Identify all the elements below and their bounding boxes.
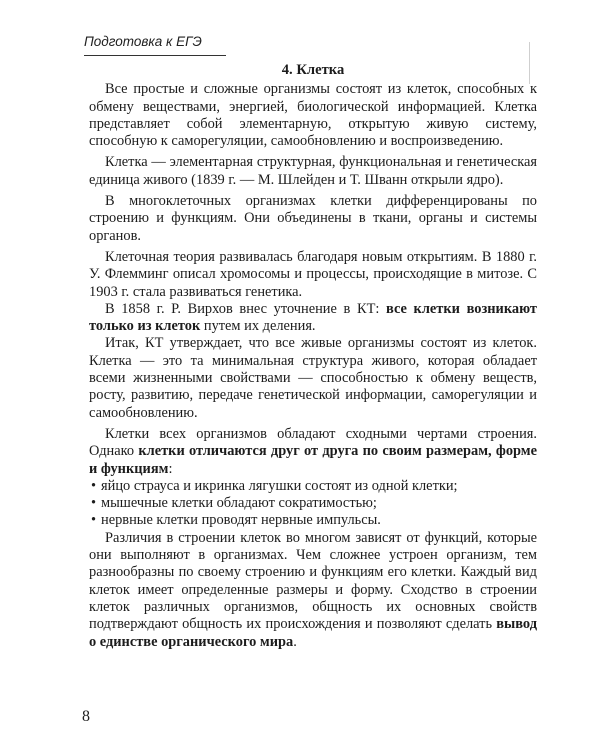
paragraph-differences	[89, 426, 537, 478]
header-rule	[84, 55, 226, 56]
paragraph-conclusion-bold: вывод о единстве органического мира	[89, 616, 537, 650]
paragraph-virchow-bold: все клетки возникают только из клеток	[89, 300, 537, 335]
paragraph-summary: Итак, КТ утверждает, что все живые организмы состоят из клеток. Клетка — это та минимальная структура живого, которая обладает всеми жизненными свойствами — способностью к обмену веществ, росту, развитию, передаче генетической информации, саморегуляции и самообновлению.	[89, 335, 537, 421]
paragraph-virchow-end: путем их деления.	[200, 318, 316, 335]
examples-list	[89, 478, 537, 530]
paragraph-differences-bold: клетки отличаются друг от друга по своим размерам, форме и функциям	[89, 443, 537, 477]
paragraph-conclusion-start: Различия в строении клеток во многом зависят от функций, которые они выполняют в организмах. Чем сложнее устроен организм, тем разнообразны по своему строению и функциям его клетки. Каждый вид клеток имеет определенные размеры и форму. Сходство в строении клеток различных организмов, общность их основных свойств подтверждают общность их происхождения и позволяют сделать	[89, 529, 537, 633]
paragraph-differences-end: :	[168, 460, 173, 477]
paragraph-virchow	[89, 301, 537, 336]
list-item: • нервные клетки проводят нервные импульсы.	[89, 512, 537, 529]
page-number: 8	[82, 708, 90, 725]
paragraph-differences-start: Клетки всех организмов обладают сходными чертами строения. Однако	[89, 425, 537, 460]
paragraph-cell-unit: Клетка — элементарная структурная, функциональная и генетическая единица живого (1839 г. — М. Шлейден и Т. Шванн открыли ядро).	[89, 154, 537, 188]
paragraph-cell-definition: Все простые и сложные организмы состоят из клеток, способных к обмену веществами, энергией, биологической информацией. Клетка представляет собой элементарную, открытую живую систему, способную к саморегуляции, самообновлению и воспроизведению.	[89, 81, 537, 150]
paragraph-conclusion	[89, 530, 537, 651]
list-item: • мышечные клетки обладают сократимостью;	[89, 495, 537, 512]
list-item: • яйцо страуса и икринка лягушки состоят из одной клетки;	[89, 478, 537, 495]
page-body	[89, 62, 537, 651]
paragraph-conclusion-end: .	[293, 633, 297, 650]
section-title: 4. Клетка	[281, 62, 345, 78]
paragraph-virchow-start: В 1858 г. Р. Вирхов внес уточнение в КТ:	[105, 300, 387, 317]
running-header: Подготовка к ЕГЭ	[84, 34, 202, 49]
paragraph-differentiation: В многоклеточных организмах клетки дифференцированы по строению и функциям. Они объединены в ткани, органы и системы органов.	[89, 193, 537, 244]
paragraph-cell-theory: Клеточная теория развивалась благодаря новым открытиям. В 1880 г. У. Флемминг описал хромосомы и процессы, происходящие в митозе. С 1903 г. стала развиваться генетика.	[89, 248, 537, 300]
